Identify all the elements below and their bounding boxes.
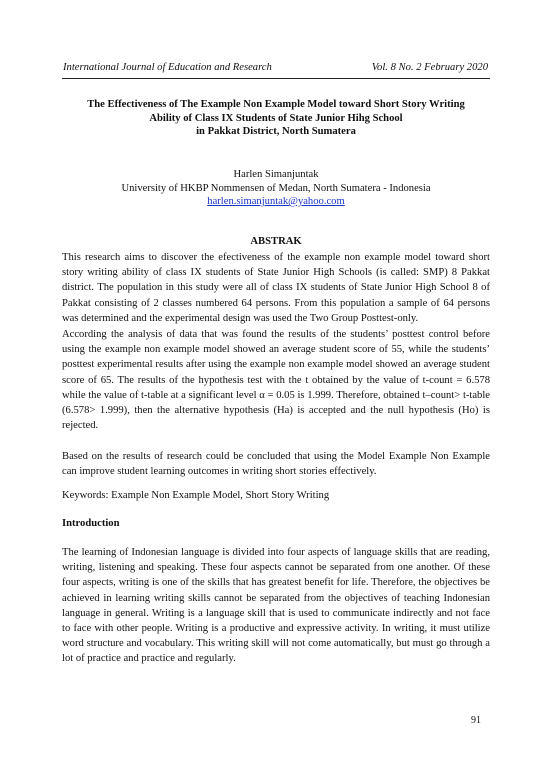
header-rule <box>62 78 490 79</box>
running-header <box>63 62 488 73</box>
issue-info: Vol. 8 No. 2 February 2020 <box>371 62 488 73</box>
author-block <box>62 168 490 209</box>
page-number: 91 <box>471 715 481 726</box>
author-email-link[interactable]: harlen.simanjuntak@yahoo.com <box>207 196 345 207</box>
paper-title <box>62 98 490 139</box>
title-line-1: The Effectiveness of The Example Non Example Model toward Short Story Writing <box>87 99 465 110</box>
author-name: Harlen Simanjuntak <box>233 169 319 180</box>
introduction-heading: Introduction <box>62 518 120 529</box>
abstract-paragraph-1: This research aims to discover the efectiveness of the example non example model toward short story writing ability of class IX students of State Junior High Schools (is called: SMP) 8 Pakkat district. The population in this study were all of class IX students of State Junior High School 8 of Pakkat consisting of 2 classes numbered 64 persons. From this population a sample of 64 persons was determined and the experimental design was used the Two Group Posttest-only. <box>62 252 490 324</box>
title-line-2: Ability of Class IX Students of State Junior Hihg School <box>149 112 403 124</box>
author-affiliation: University of HKBP Nommensen of Medan, North Sumatera - Indonesia <box>121 182 431 194</box>
title-line-3: in Pakkat District, North Sumatera <box>196 126 356 137</box>
abstract-heading: ABSTRAK <box>250 236 302 247</box>
abstract-paragraph-3: Based on the results of research could be concluded that using the Model Example Non Example can improve student learning outcomes in writing short stories effectively. <box>62 451 490 478</box>
introduction-paragraph-1: The learning of Indonesian language is divided into four aspects of language skills that are reading, writing, listening and speaking. These four aspects cannot be separated from one another. Of these four aspects, writing is one of the skills that has greatest benefit for life. Therefore, the objectives be achieved in learning writing skills cannot be separated from the objectives of teaching Indonesian language in general. Writing is a language skill that is used to communicate indirectly and not face to face with other people. Writing is a productive and expressive activity. In writing, it must utilize word structure and vocabulary. This writing skill will not come automatically, but must go through a lot of practice and practice and regularly. <box>62 547 490 665</box>
keywords: Keywords: Example Non Example Model, Short Story Writing <box>62 490 330 501</box>
abstract-paragraph-2: According the analysis of data that was found the results of the students’ posttest control before using the example non example model showed an average student score of 55, while the students’ posttest experimental results after using the example non example model showed an average student score of 65. The results of the hypothesis test with the t obtained by the value of t-count = 6.578 while the value of t-table at a significant level α = 0.05 is 1.999. Therefore, obtained t–count> t-table (6.578> 1.999), then the alternative hypothesis (Ha) is accepted and the null hypothesis (Ho) is rejected. <box>62 329 490 432</box>
journal-name: International Journal of Education and Research <box>63 62 272 73</box>
